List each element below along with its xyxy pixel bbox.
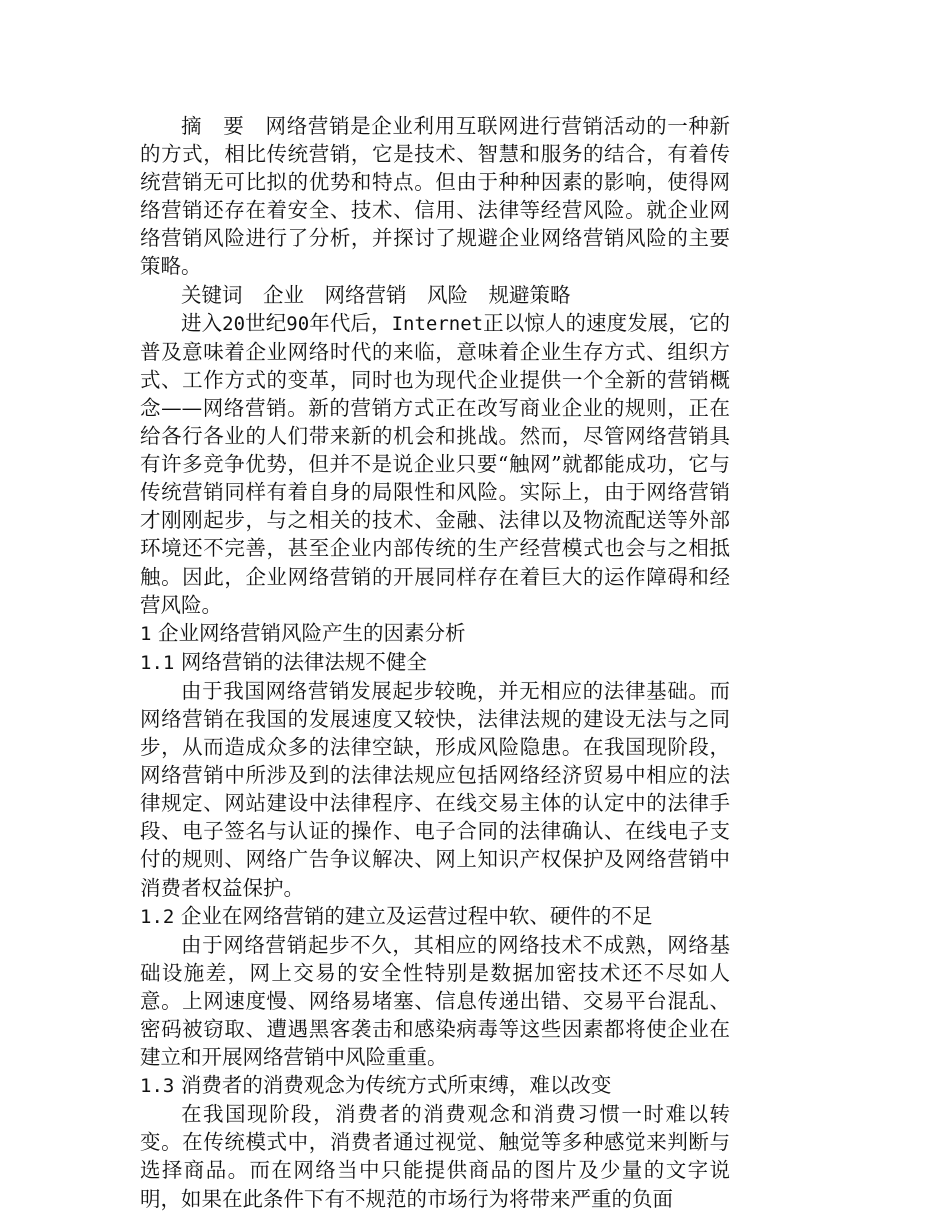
intro-text: 正以惊人的速度发展，它的普及意味着企业网络时代的来临，意味着企业生存方式、组织方式、工作方式的变革，同时也为现代企业提供一个全新的营销概念——网络营销。新的营销方式正在改写商业企业的规则，正在给各行各业的人们带来新的机会和挑战。然而，尽管网络营销具有许多竞争优势，但并不是说企业只要“触网”就都能成功，它与传统营销同样有着自身的局限性和风险。实际上，由于网络营销才刚刚起步，与之相关的技术、金融、法律以及物流配送等外部环境还不完善，甚至企业内部传统的生产经营模式也会与之相抵触。因此，企业网络营销的开展同样存在着巨大的运作障碍和经营风险。 (140, 310, 731, 617)
keyword: 风险 (427, 282, 468, 307)
section-1-2-body: 由于网络营销起步不久，其相应的网络技术不成熟，网络基础设施差，网上交易的安全性特别是数据加密技术还不尽如人意。上网速度慢、网络易堵塞、信息传递出错、交易平台混乱、密码被窃取、遭遇黑客袭击和感染病毒等这些因素都将使企业在建立和开展网络营销中风险重重。 (140, 932, 730, 1070)
section-1-2-heading (140, 902, 730, 931)
intro-text: 世纪 (245, 310, 287, 335)
keywords-line (140, 281, 730, 309)
keyword: 网络营销 (324, 282, 407, 307)
section-1-3-body: 在我国现阶段，消费者的消费观念和消费习惯一时难以转变。在传统模式中，消费者通过视觉、触觉等多种感觉来判断与选择商品。而在网络当中只能提供商品的图片及少量的文字说明，如果在此条件下有不规范的市场行为将带来严重的负面 (140, 1102, 730, 1211)
section-title: 消费者的消费观念为传统方式所束缚，难以改变 (180, 1073, 612, 1098)
section-number: 1.3 (140, 1075, 175, 1098)
abstract-label: 摘 要 (181, 114, 245, 138)
intro-paragraph (140, 309, 730, 619)
abstract-paragraph (140, 112, 730, 281)
section-1-1-heading (140, 648, 730, 677)
intro-number: 90 (286, 312, 310, 335)
keywords-label: 关键词 (181, 282, 243, 307)
section-number: 1 (140, 622, 152, 645)
section-1-3-heading (140, 1071, 730, 1100)
section-title: 企业在网络营销的建立及运营过程中软、硬件的不足 (180, 903, 653, 928)
intro-term: Internet (391, 312, 484, 335)
intro-text: 进入 (181, 310, 223, 335)
section-title: 企业网络营销风险产生的因素分析 (157, 620, 466, 645)
section-1-heading (140, 619, 730, 648)
intro-number: 20 (222, 312, 246, 335)
keyword: 规避策略 (488, 282, 571, 307)
abstract-text: 网络营销是企业利用互联网进行营销活动的一种新的方式，相比传统营销，它是技术、智慧和服务的结合，有着传统营销无可比拟的优势和特点。但由于种种因素的影响，使得网络营销还存在着安全、技术、信用、法律等经营风险。就企业网络营销风险进行了分析，并探讨了规避企业网络营销风险的主要策略。 (140, 114, 731, 279)
section-title: 网络营销的法律法规不健全 (180, 649, 427, 674)
document-page (140, 112, 730, 1213)
section-number: 1.2 (140, 905, 175, 928)
section-number: 1.1 (140, 651, 175, 674)
intro-text: 年代后， (309, 310, 392, 335)
section-1-1-body: 由于我国网络营销发展起步较晚，并无相应的法律基础。而网络营销在我国的发展速度又较快，法律法规的建设无法与之同步，从而造成众多的法律空缺，形成风险隐患。在我国现阶段，网络营销中所涉及到的法律法规应包括网络经济贸易中相应的法律规定、网站建设中法律程序、在线交易主体的认定中的法律手段、电子签名与认证的操作、电子合同的法律确认、在线电子支付的规则、网络广告争议解决、网上知识产权保护及网络营销中消费者权益保护。 (140, 678, 730, 900)
keyword: 企业 (263, 282, 304, 307)
